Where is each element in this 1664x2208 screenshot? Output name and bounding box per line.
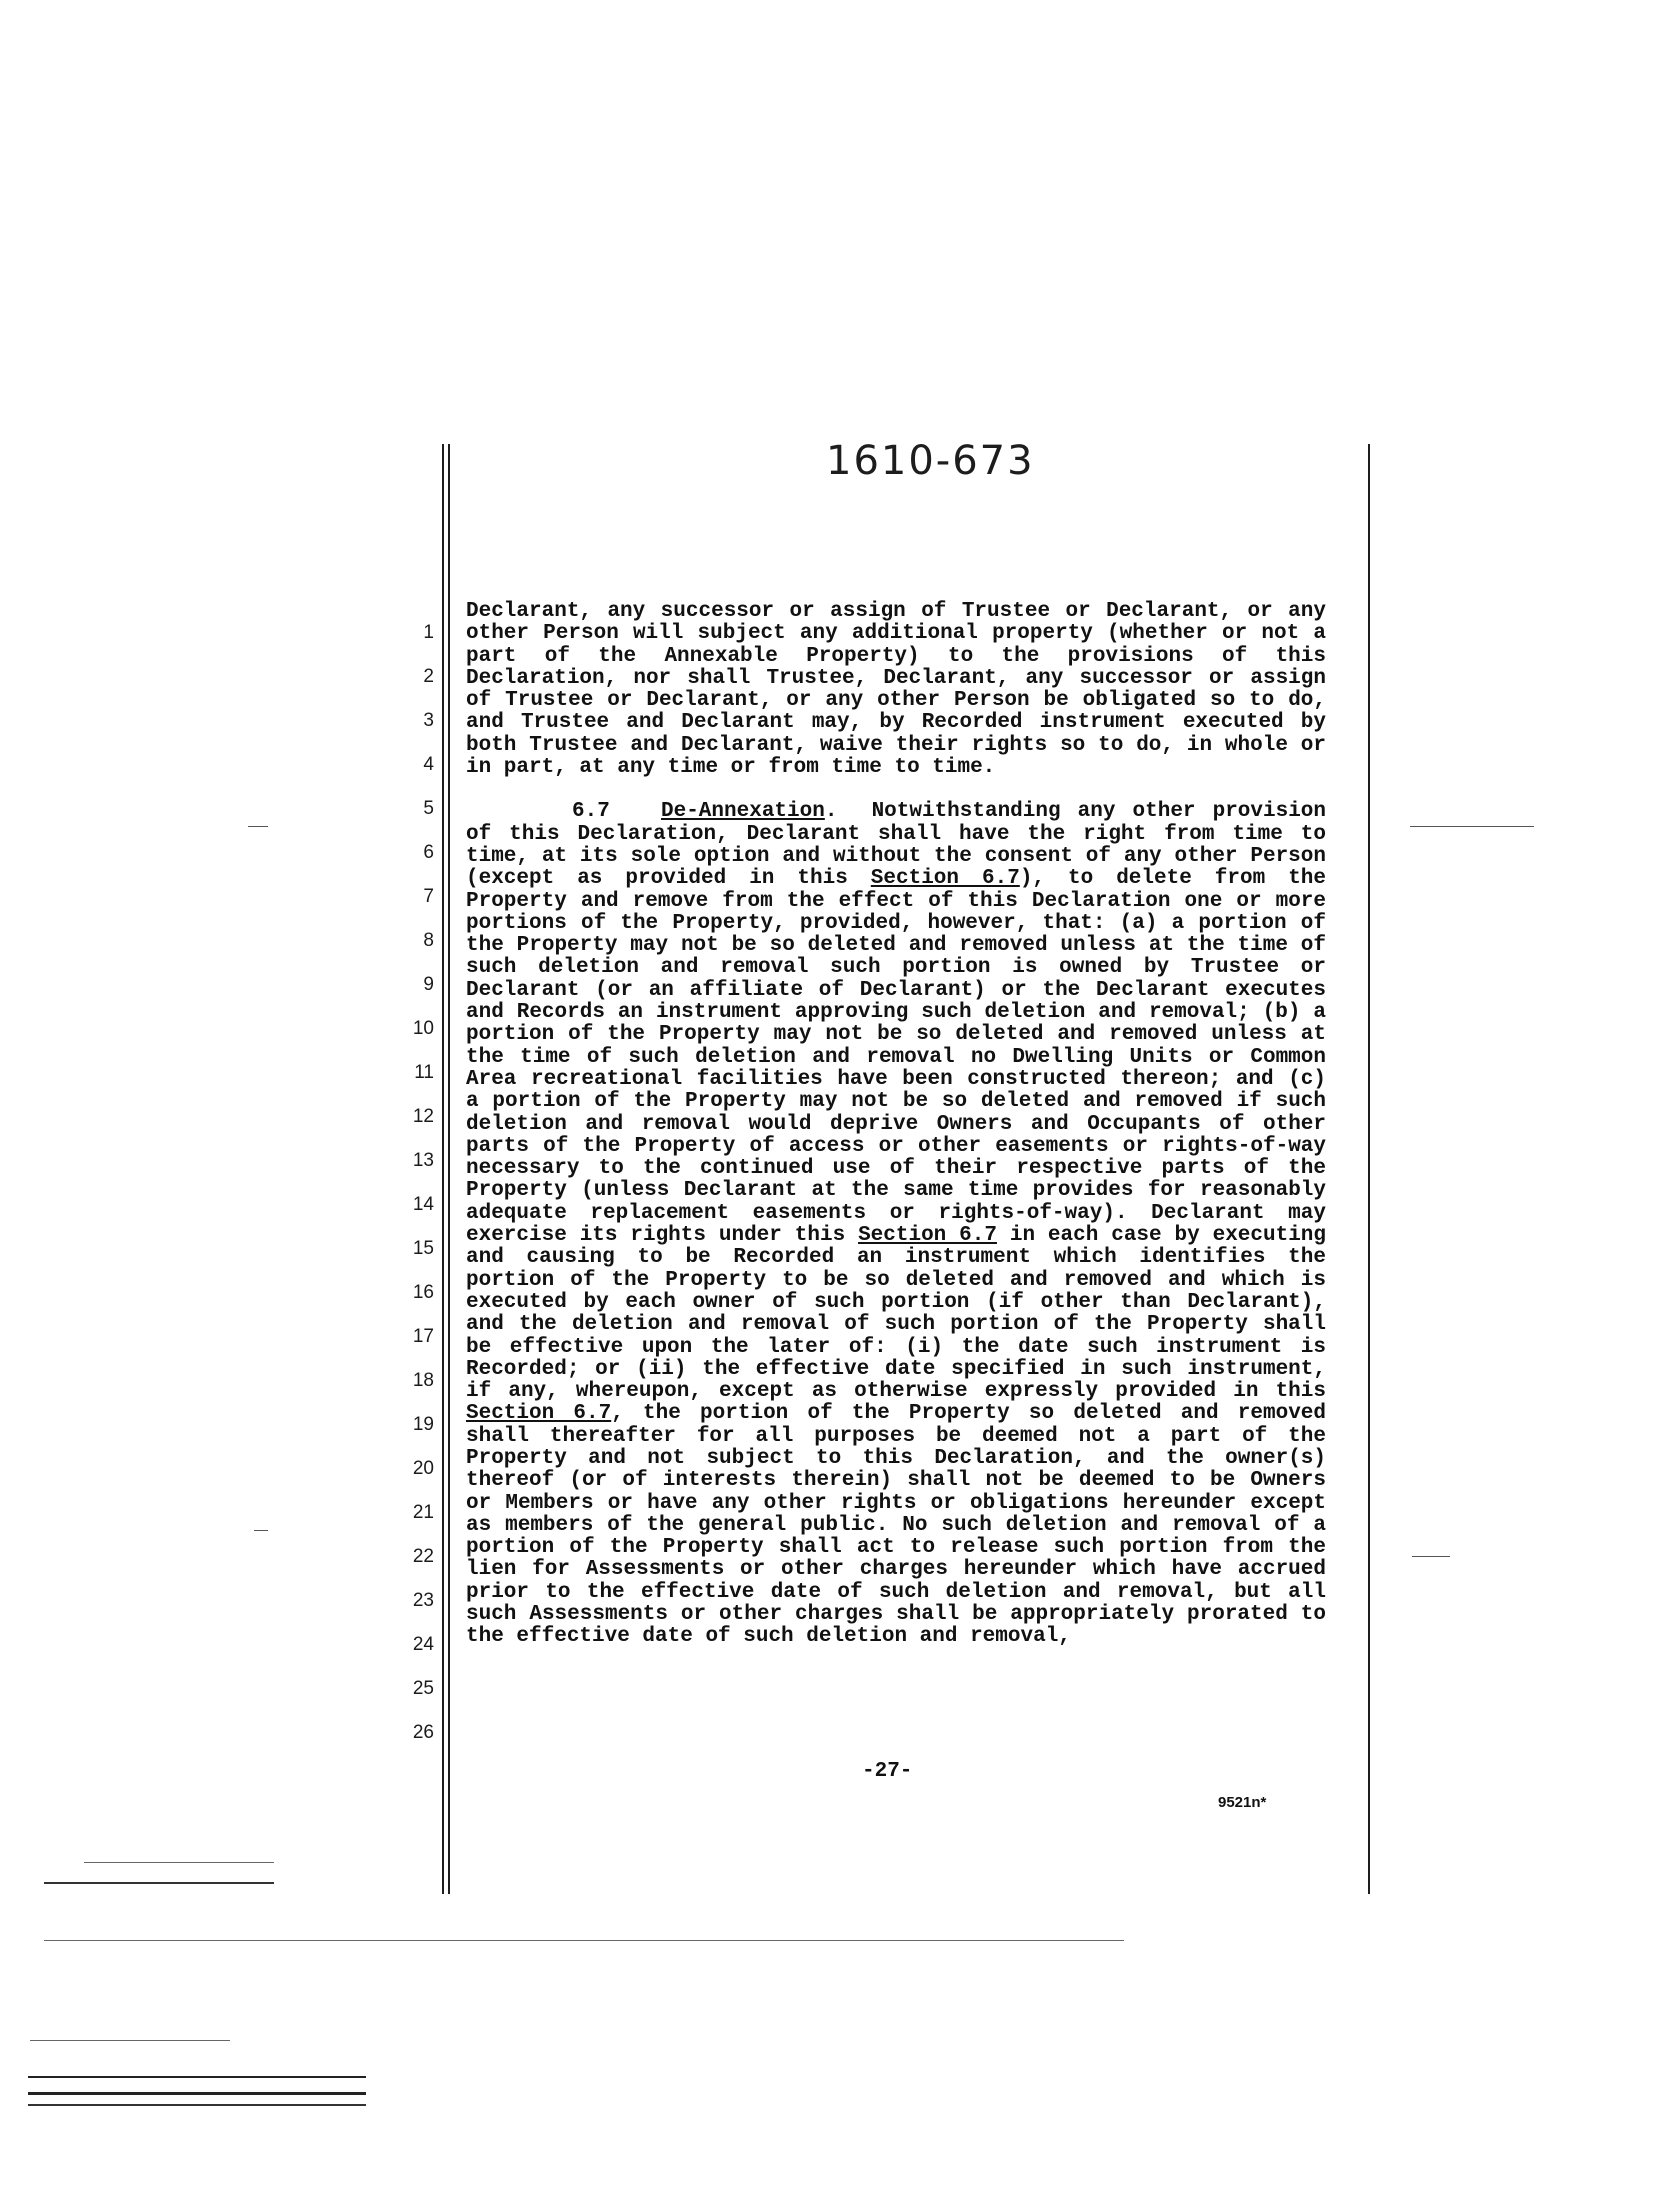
line-number: 18 [412,1370,434,1391]
line-number: 9 [423,974,434,995]
line-number: 7 [423,886,434,907]
line-number: 1 [423,622,434,643]
section-title: De-Annexation [661,800,825,824]
section-text: in each case by executing and causing to be Recorded an instrument which identifies the portion of the Property to be so deleted and removed and which is executed by each owner of such portion (if other than Declarant), and the deletion and removal of such portion of the Property shall be effective upon the later of: (i) the date such instrument is Recorded; or (ii) the effective date specified in such instrument, if any, whereupon, except as otherwise expressly provided in this [466,1224,1327,1404]
document-id: 9521n* [1218,1794,1267,1811]
section-number: 6.7 [572,800,610,824]
scan-artifact [30,2040,230,2041]
section-text: ), to delete from the Property and remove from the effect of this Declaration one or more portions of the Property, provided, however, that: (a) a portion of the Property may not be so deleted and removed unless at the time of such deletion and removal such portion is owned by Trustee or Declarant (or an affiliate of Declarant) or the Declarant executes and Records an instrument approving such deletion and removal; (b) a portion of the Property may not be so deleted and removed unless at the time of such deletion and removal no Dwelling Units or Common Area recreational facilities have been constructed thereon; and (c) a portion of the Property may not be so deleted and removed if such deletion and removal would deprive Owners and Occupants of other parts of the Property of access or other easements or rights-of-way necessary to the continued use of their respective parts of the Property (unless Declarant at the same time provides for reasonably adequate replacement easements or rights-of-way). Declarant may exercise its rights under this [466,867,1326,1248]
line-number: 20 [412,1458,434,1479]
section-text: Notwithstanding any other provision of this Declaration, Declarant shall have the right from time to time, at its sole option and without the consent of any other Person (except as provided in this [466,800,1327,891]
paragraph: Declarant, any successor or assign of Trustee or Declarant, or any other Person will subject any additional property (whether or not a part of the Annexable Property) to the provisions of this Declaration, nor shall Trustee, Declarant, any successor or assign of Trustee or Declarant, or any other Person be obligated so to do, and Trustee and Declarant may, by Recorded instrument executed by both Trustee and Declarant, waive their rights so to do, in whole or in part, at any time or from time to time. [466,600,1326,780]
line-number: 10 [412,1018,434,1039]
line-number: 23 [412,1590,434,1611]
line-number: 22 [412,1546,434,1567]
line-number: 6 [423,842,434,863]
scan-artifact [44,1882,274,1884]
left-tick-mark [254,1530,268,1531]
line-number: 26 [412,1722,434,1743]
right-margin-rule [1368,444,1370,1894]
line-number: 16 [412,1282,434,1303]
scan-artifact [44,1940,1124,1941]
line-number: 8 [423,930,434,951]
left-margin-rule-inner [448,444,450,1894]
document-body [466,601,1326,1649]
line-number: 12 [412,1106,434,1127]
line-number: 2 [423,666,434,687]
right-tick-mark [1410,826,1534,827]
section-reference: Section 6.7 [466,1402,612,1426]
line-number: 4 [423,754,434,775]
scan-artifact [28,2092,366,2095]
line-number: 3 [423,710,434,731]
page-number: -27- [862,1760,913,1783]
line-number: 13 [412,1150,434,1171]
section-text: , the portion of the Property so deleted and removed shall thereafter for all purposes be deemed not a part of the Property and not subject to this Declaration, and the owner(s) thereof (or of interests therein) shall not be deemed to be Owners or Members or have any other rights or obligations hereunder except as members of the general public. No such deletion and removal of a portion of the Property shall act to release such portion from the lien for Assessments or other charges hereunder which have accrued prior to the effective date of such deletion and removal, but all such Assessments or other charges shall be appropriately prorated to the effective date of such deletion and removal, [466,1402,1326,1649]
line-number: 21 [412,1502,434,1523]
right-tick-mark [1412,1556,1450,1557]
line-number: 24 [412,1634,434,1655]
line-number: 17 [412,1326,434,1347]
line-number: 25 [412,1678,434,1699]
line-number: 11 [414,1062,434,1083]
line-number: 19 [412,1414,434,1435]
line-number: 15 [412,1238,434,1259]
left-tick-mark [248,826,268,827]
section-reference: Section 6.7 [870,867,1020,891]
scan-artifact [84,1862,274,1863]
section-reference: Section 6.7 [858,1224,997,1248]
section-paragraph: 6.7 De-Annexation. Notwithstanding any other provision of this Declaration, Declarant shall have the right from time to time, at its sole option and without the consent of any other Person (except as provided in this Section 6.7), to delete from the Property and remove from the effect of this Declaration one or more portions of the Property, provided, however, that: (a) a portion of the Property may not be so deleted and removed unless at the time of such deletion and removal such portion is owned by Trustee or Declarant (or an affiliate of Declarant) or the Declarant executes and Records an instrument approving such deletion and removal; (b) a portion of the Property may not be so deleted and removed unless at the time of such deletion and removal no Dwelling Units or Common Area recreational facilities have been constructed thereon; and (c) a portion of the Property may not be so deleted and removed if such deletion and removal would deprive Owners and Occupants of other parts of the Property of access or other easements or rights-of-way necessary to the continued use of their respective parts of the Property (unless Declarant at the same time provides for reasonably adequate replacement easements or rights-of-way). Declarant may exercise its rights under this Section 6.7 in each case by executing and causing to be Recorded an instrument which identifies the portion of the Property to be so deleted and removed and which is executed by each owner of such portion (if other than Declarant), and the deletion and removal of such portion of the Property shall be effective upon the later of: (i) the date such instrument is Recorded; or (ii) the effective date specified in such instrument, if any, whereupon, except as otherwise expressly provided in this Section 6.7, the portion of the Property so deleted and removed shall thereafter for all purposes be deemed not a part of the Property and not subject to this Declaration, and the owner(s) thereof (or of interests therein) shall not be deemed to be Owners or Members or have any other rights or obligations hereunder except as members of the general public. No such deletion and removal of a portion of the Property shall act to release such portion from the lien for Assessments or other charges hereunder which have accrued prior to the effective date of such deletion and removal, but all such Assessments or other charges shall be appropriately prorated to the effective date of such deletion and removal, [466,800,1327,1649]
left-margin-rule-outer [442,444,444,1894]
line-number: 14 [412,1194,434,1215]
scan-artifact [28,2104,366,2106]
scan-artifact [28,2076,366,2078]
recording-stamp: 1610-673 [826,438,1035,484]
line-number: 5 [423,798,434,819]
